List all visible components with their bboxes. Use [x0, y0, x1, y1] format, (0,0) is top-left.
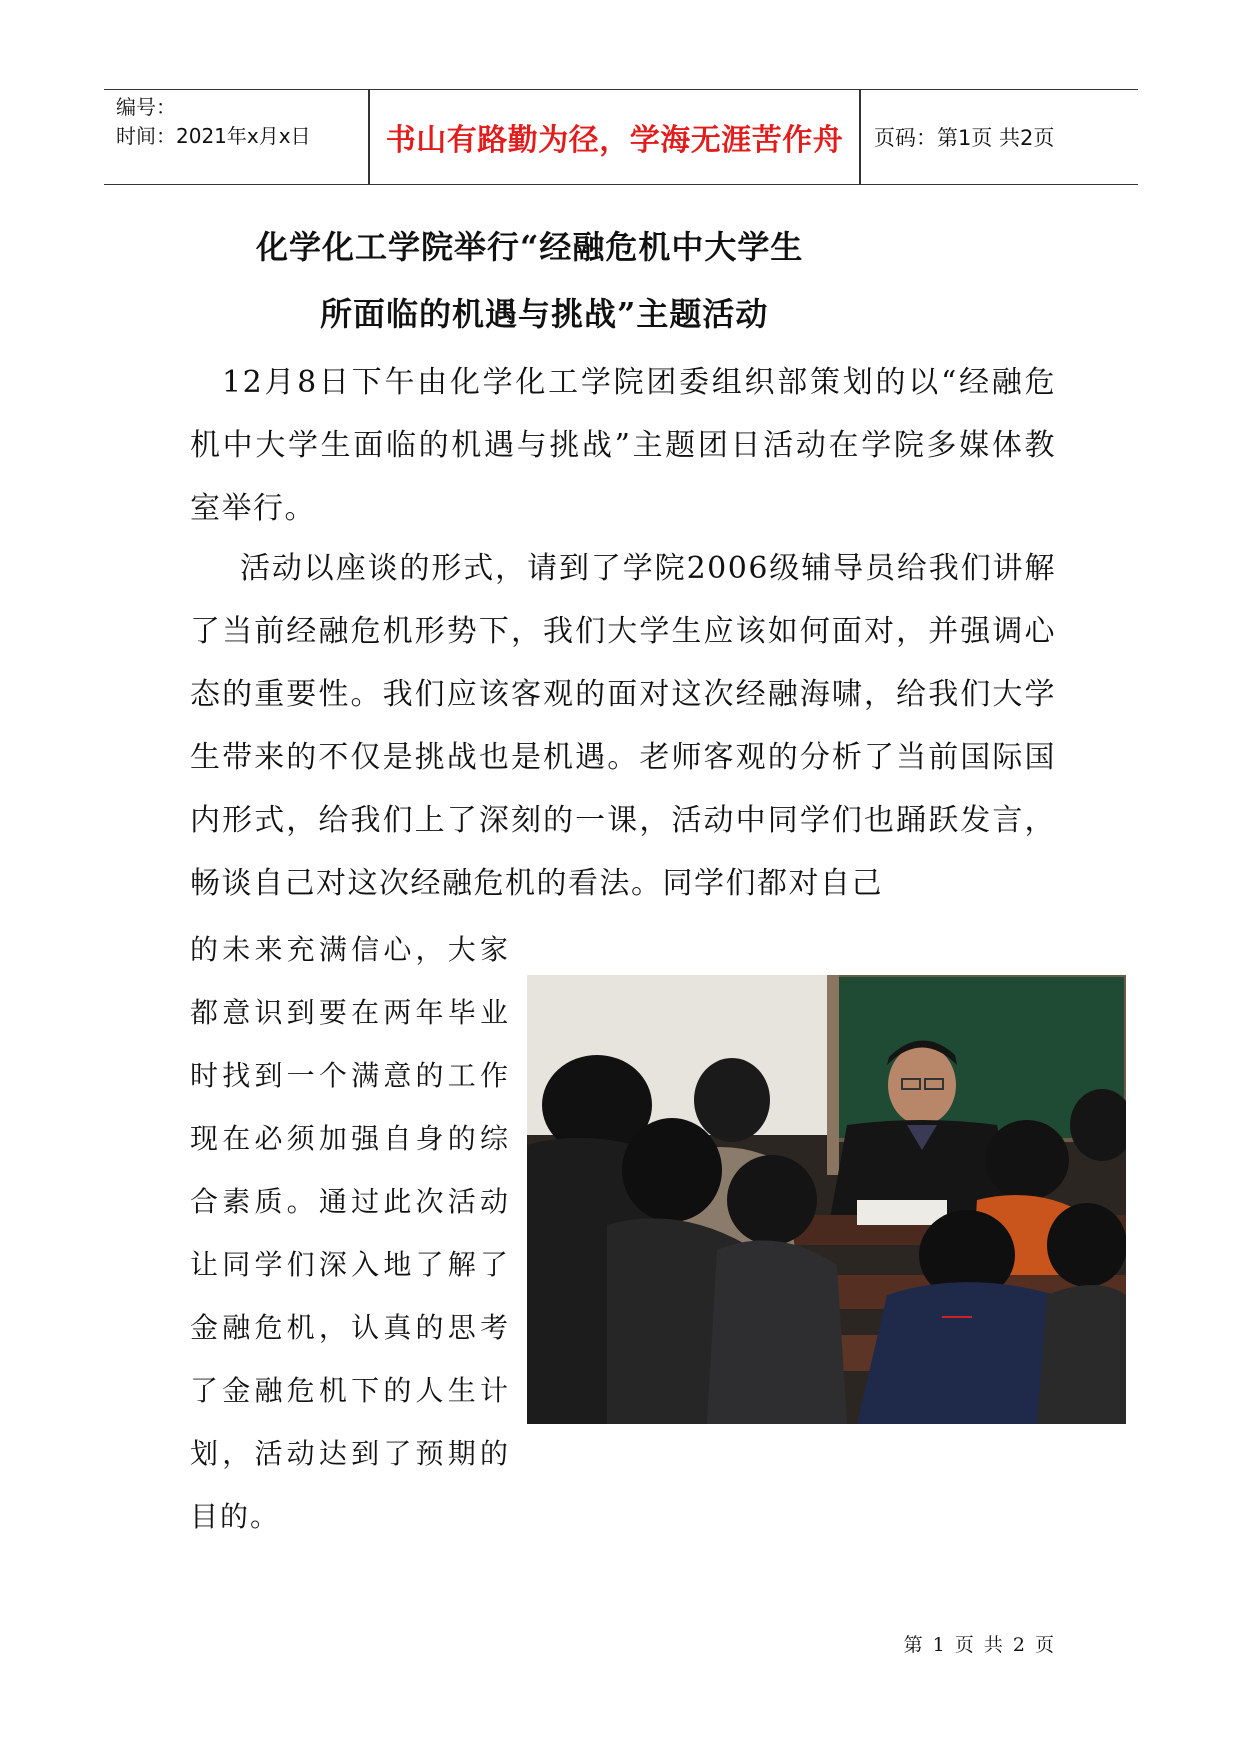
number-label: 编号： [116, 95, 176, 119]
article-title-line-1: 化学化工学院举行“经融危机中大学生 [256, 228, 804, 266]
footer-page-number: 第 1 页 共 2 页 [903, 1634, 1056, 1656]
header-divider [859, 90, 861, 184]
header-page-info: 页码：第1页 共2页 [874, 126, 1055, 150]
paragraph-1: 12月8日下午由化学化工学院团委组织部策划的以“经融危机中大学生面临的机遇与挑战”主题团日活动在学院多媒体教室举行。 [190, 365, 1056, 526]
classroom-photo [527, 975, 1126, 1424]
header-motto: 书山有路勤为径，学海无涯苦作舟 [385, 123, 844, 158]
paragraph-side-text: 的未来充满信心，大家都意识到要在两年毕业时找到一个满意的工作现在必须加强自身的综合素质。通过此次活动让同学们深入地了解了金融危机，认真的思考了金融危机下的人生计划，活动达到了预期的目的。 [190, 933, 510, 1533]
classroom-photo-illustration [527, 975, 1126, 1424]
article-title-line-2: 所面临的机遇与挑战”主题活动 [320, 295, 769, 333]
time-label: 时间：2021年x月x日 [116, 124, 311, 148]
header-table [104, 89, 1138, 185]
paragraph-2: 活动以座谈的形式，请到了学院2006级辅导员给我们讲解了当前经融危机形势下，我们大学生应该如何面对，并强调心态的重要性。我们应该客观的面对这次经融海啸，给我们大学生带来的不仅是挑战也是机遇。老师客观的分析了当前国际国内形式，给我们上了深刻的一课，活动中同学们也踊跃发言，畅谈自己对这次经融危机的看法。同学们都对自己 [190, 551, 1056, 901]
header-meta [116, 90, 368, 187]
